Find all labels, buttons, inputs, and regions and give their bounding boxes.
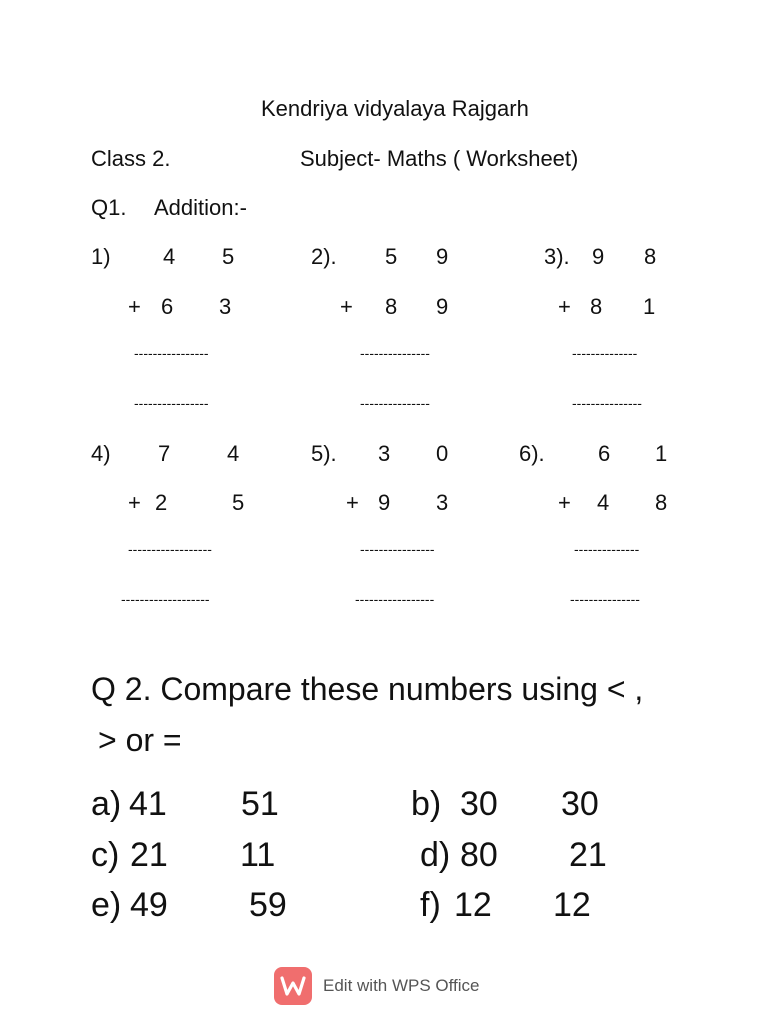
bottom-tens-digit: 9: [378, 490, 391, 515]
bottom-ones-digit: 5: [232, 490, 245, 515]
wps-logo-icon: [274, 967, 312, 1005]
bottom-ones-digit: 3: [219, 294, 232, 319]
problem-label: 4): [91, 441, 111, 466]
bottom-tens-digit: 4: [597, 490, 610, 515]
plus-sign: +: [128, 490, 141, 515]
bottom-tens-digit: 8: [385, 294, 398, 319]
left-number: 30: [460, 785, 498, 823]
bottom-tens-digit: 2: [155, 490, 168, 515]
class-label: Class 2.: [91, 146, 171, 171]
left-number: 41: [129, 785, 167, 823]
top-tens-digit: 7: [158, 441, 171, 466]
right-number: 59: [249, 886, 287, 924]
q1-title: Addition:-: [154, 195, 247, 220]
answer-line: ---------------: [360, 395, 430, 411]
school-title: Kendriya vidyalaya Rajgarh: [261, 96, 529, 121]
plus-sign: +: [558, 490, 571, 515]
answer-line: ---------------: [570, 591, 640, 607]
answer-line: ----------------: [360, 541, 435, 557]
plus-sign: +: [340, 294, 353, 319]
item-label: c): [91, 836, 120, 874]
right-number: 51: [241, 785, 279, 823]
item-label: e): [91, 886, 122, 924]
answer-line: ----------------: [134, 395, 209, 411]
top-tens-digit: 3: [378, 441, 391, 466]
top-ones-digit: 4: [227, 441, 240, 466]
answer-line: -----------------: [355, 591, 435, 607]
bottom-tens-digit: 6: [161, 294, 174, 319]
item-label: d): [420, 836, 451, 874]
answer-line: --------------: [572, 345, 638, 361]
left-number: 12: [454, 886, 492, 924]
plus-sign: +: [346, 490, 359, 515]
top-tens-digit: 5: [385, 244, 398, 269]
answer-line: -------------------: [121, 591, 210, 607]
problem-label: 5).: [311, 441, 337, 466]
item-label: b): [411, 785, 442, 823]
answer-line: ---------------: [572, 395, 642, 411]
answer-line: --------------: [574, 541, 640, 557]
right-number: 21: [569, 836, 607, 874]
right-number: 30: [561, 785, 599, 823]
top-ones-digit: 8: [644, 244, 657, 269]
q2-title-line2: > or =: [98, 722, 182, 758]
wps-edit-link[interactable]: Edit with WPS Office: [323, 976, 480, 995]
item-label: a): [91, 785, 122, 823]
problem-label: 2).: [311, 244, 337, 269]
problem-label: 6).: [519, 441, 545, 466]
top-ones-digit: 9: [436, 244, 449, 269]
q2-title-line1: Q 2. Compare these numbers using < ,: [91, 671, 644, 707]
problem-label: 3).: [544, 244, 570, 269]
bottom-tens-digit: 8: [590, 294, 603, 319]
plus-sign: +: [558, 294, 571, 319]
subject-label: Subject- Maths ( Worksheet): [300, 146, 579, 171]
top-ones-digit: 1: [655, 441, 668, 466]
wps-edit-footer[interactable]: [274, 966, 480, 1006]
left-number: 49: [130, 886, 168, 924]
bottom-ones-digit: 3: [436, 490, 449, 515]
item-label: f): [420, 886, 441, 924]
right-number: 12: [553, 886, 591, 924]
bottom-ones-digit: 8: [655, 490, 668, 515]
top-ones-digit: 0: [436, 441, 449, 466]
problem-label: 1): [91, 244, 111, 269]
left-number: 21: [130, 836, 168, 874]
top-tens-digit: 4: [163, 244, 176, 269]
plus-sign: +: [128, 294, 141, 319]
answer-line: ---------------: [360, 345, 430, 361]
wps-w-glyph-icon: [280, 975, 306, 997]
top-ones-digit: 5: [222, 244, 235, 269]
left-number: 80: [460, 836, 498, 874]
top-tens-digit: 6: [598, 441, 611, 466]
q1-number: Q1.: [91, 195, 127, 220]
answer-line: ------------------: [128, 541, 212, 557]
bottom-ones-digit: 1: [643, 294, 656, 319]
answer-line: ----------------: [134, 345, 209, 361]
bottom-ones-digit: 9: [436, 294, 449, 319]
right-number: 11: [240, 836, 276, 874]
top-tens-digit: 9: [592, 244, 605, 269]
